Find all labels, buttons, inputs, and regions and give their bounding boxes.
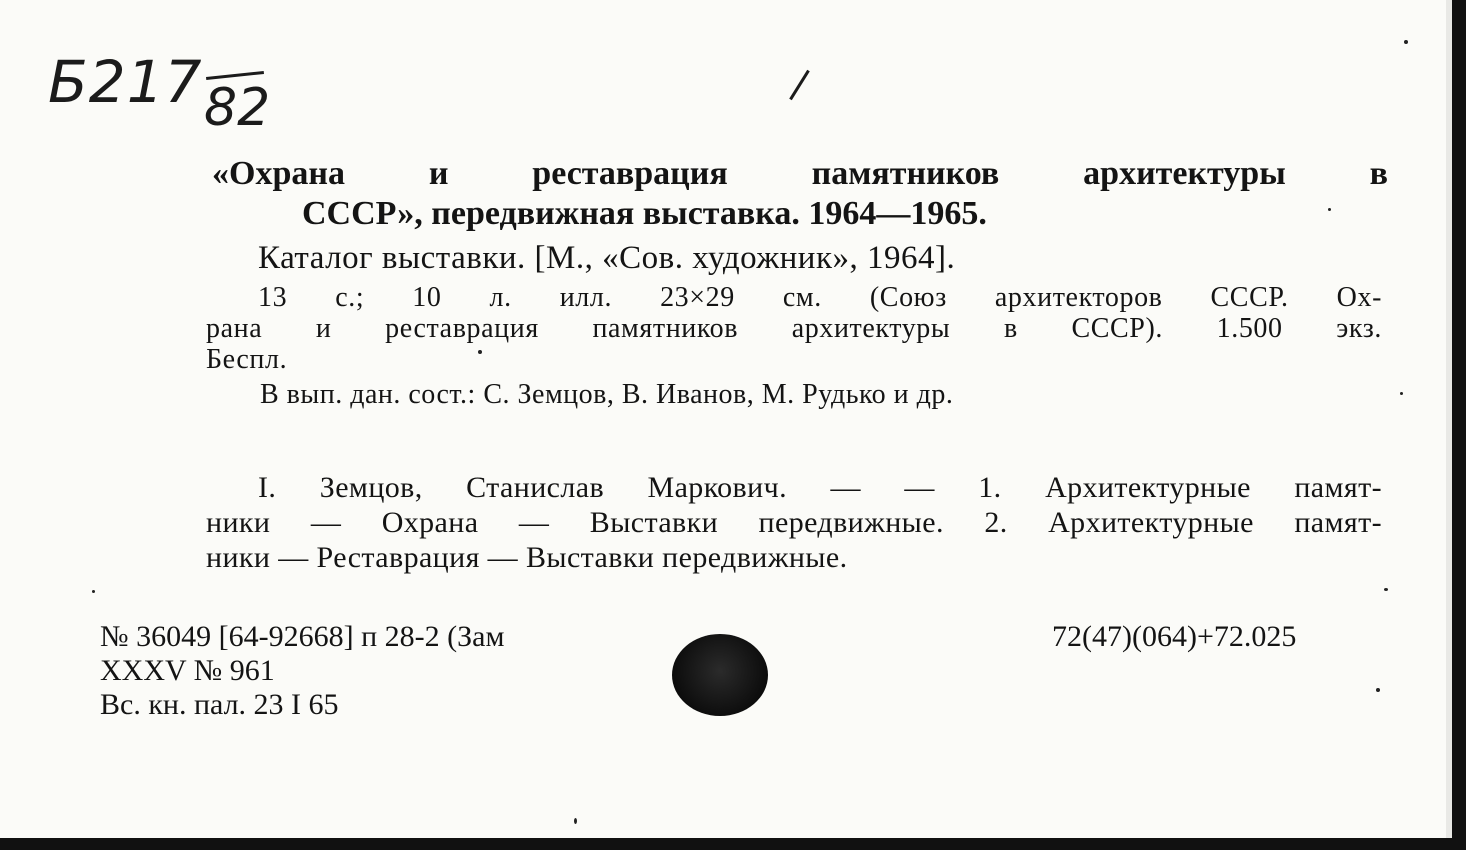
scan-speck: [1328, 208, 1331, 211]
classification-index: 72(47)(064)+72.025: [1052, 620, 1297, 653]
punch-hole: [672, 634, 768, 716]
tracing-line-2: ники — Охрана — Выставки передвижные. 2. Архитектурные памят-: [206, 506, 1382, 539]
description-line-3: Беспл.: [206, 344, 288, 375]
scan-speck: [1404, 40, 1408, 44]
handwritten-check-mark: [789, 70, 810, 100]
registration-line-3: Вс. кн. пал. 23 I 65: [100, 688, 339, 721]
registration-line-1: № 36049 [64-92668] п 28-2 (Зам: [100, 620, 505, 653]
title-line-1: «Охрана и реставрация памятников архитектуры в: [212, 155, 1388, 192]
handwritten-shelf-number: 82: [204, 78, 271, 138]
scan-speck: [574, 818, 577, 824]
scan-speck: [1400, 392, 1403, 395]
tracing-line-3: ники — Реставрация — Выставки передвижные.: [206, 541, 848, 574]
scan-speck: [92, 590, 95, 593]
scan-border-bottom: [0, 838, 1466, 850]
physical-description: [206, 282, 1382, 375]
registration-line-2: XXXV № 961: [100, 654, 275, 687]
scan-border-right: [1452, 0, 1466, 850]
handwritten-shelf-code: Б217: [48, 48, 203, 116]
description-line-1: 13 с.; 10 л. илл. 23×29 см. (Союз архитекторов СССР. Ох-: [258, 282, 1382, 313]
catalog-imprint: Каталог выставки. [М., «Сов. художник», 1964].: [258, 240, 956, 276]
title-line-2: СССР», передвижная выставка. 1964—1965.: [302, 195, 987, 232]
subject-tracings: [206, 470, 1382, 575]
description-line-2: рана и реставрация памятников архитектуры в СССР). 1.500 экз.: [206, 313, 1382, 344]
scan-speck: [478, 350, 482, 354]
compilers-note: В вып. дан. сост.: С. Земцов, В. Иванов, М. Рудько и др.: [260, 379, 954, 410]
tracing-line-1: I. Земцов, Станислав Маркович. — — 1. Архитектурные памят-: [258, 471, 1382, 504]
registration-info: [100, 620, 504, 722]
scan-speck: [1376, 688, 1380, 692]
scan-speck: [1384, 588, 1388, 591]
